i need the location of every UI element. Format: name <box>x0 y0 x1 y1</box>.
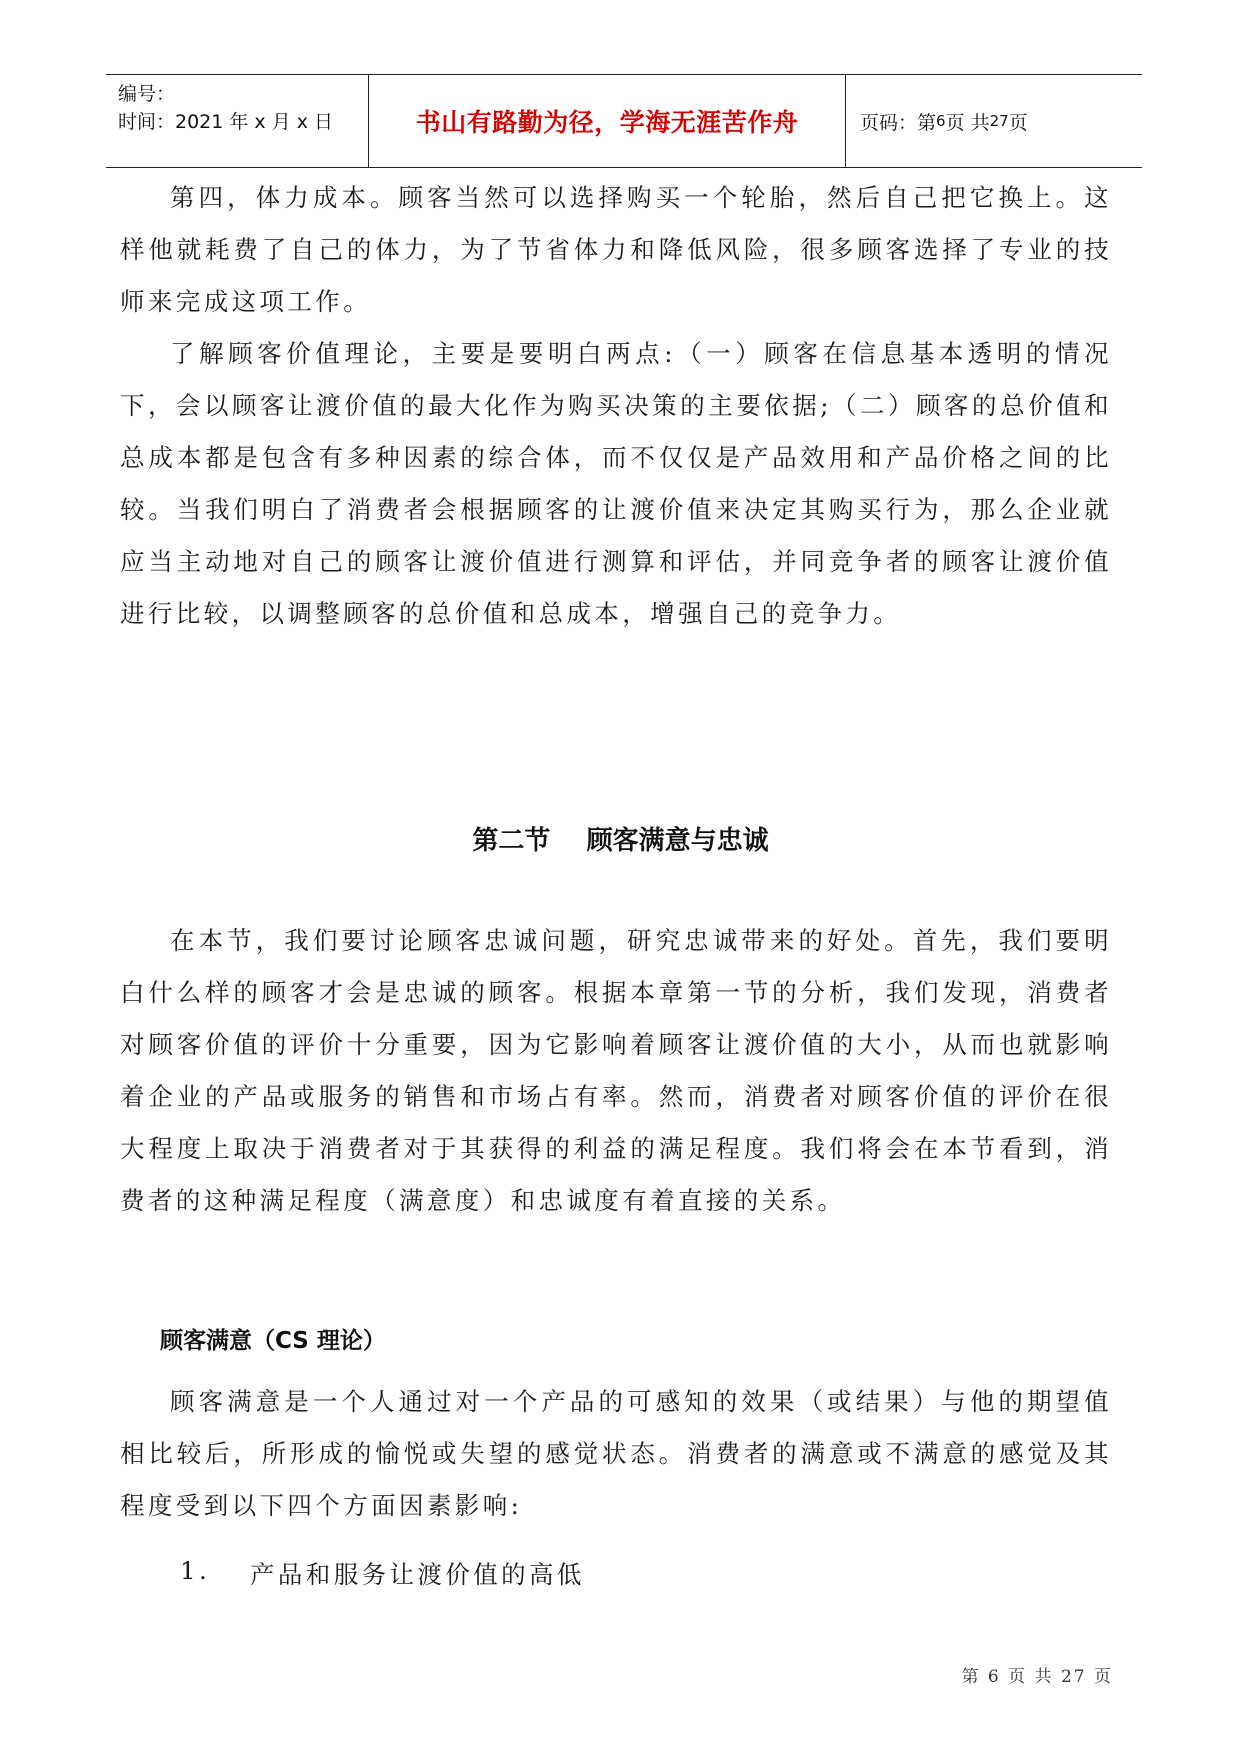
document-number-label: 编号： <box>118 83 176 105</box>
header-meta-cell <box>106 75 368 167</box>
section-title: 第二节 顾客满意与忠诚 <box>472 826 769 856</box>
subheading-cs-theory: 顾客满意（CS 理论） <box>160 1328 386 1354</box>
page-current: 6 <box>936 112 946 130</box>
page-suffix: 页 <box>1008 111 1028 134</box>
body-section <box>120 915 1112 1227</box>
document-date: 时间：2021 年 x 月 x 日 <box>118 111 334 133</box>
paragraph-customer-value-theory: 了解顾客价值理论，主要是要明白两点:（一）顾客在信息基本透明的情况下，会以顾客让渡价值的最大化作为购买决策的主要依据;（二）顾客的总价值和总成本都是包含有多种因素的综合体，而不仅仅是产品效用和产品价格之间的比较。当我们明白了消费者会根据顾客的让渡价值来决定其购买行为，那么企业就应当主动地对自己的顾客让渡价值进行测算和评估，并同竞争者的顾客让渡价值进行比较，以调整顾客的总价值和总成本，增强自己的竞争力。 <box>120 339 1112 628</box>
body-cs <box>120 1376 1112 1532</box>
page-middle: 页 共 <box>945 111 990 134</box>
page-prefix: 页码：第 <box>860 111 937 134</box>
list-item-text: 产品和服务让渡价值的高低 <box>250 1560 585 1589</box>
body-top <box>120 172 1112 640</box>
header-page-cell <box>846 75 1142 167</box>
paragraph-physical-cost: 第四，体力成本。顾客当然可以选择购买一个轮胎，然后自己把它换上。这样他就耗费了自己的体力，为了节省体力和降低风险，很多顾客选择了专业的技师来完成这项工作。 <box>120 183 1112 316</box>
page-total: 27 <box>989 112 1009 130</box>
paragraph-loyalty-intro: 在本节，我们要讨论顾客忠诚问题，研究忠诚带来的好处。首先，我们要明白什么样的顾客才会是忠诚的顾客。根据本章第一节的分析，我们发现，消费者对顾客价值的评价十分重要，因为它影响着顾客让渡价值的大小，从而也就影响着企业的产品或服务的销售和市场占有率。然而，消费者对顾客价值的评价在很大程度上取决于消费者对于其获得的利益的满足程度。我们将会在本节看到，消费者的这种满足程度（满意度）和忠诚度有着直接的关系。 <box>120 926 1112 1215</box>
list-item-number: 1. <box>180 1556 211 1585</box>
page-header <box>106 74 1142 168</box>
header-motto: 书山有路勤为径，学海无涯苦作舟 <box>415 108 799 137</box>
paragraph-satisfaction-definition: 顾客满意是一个人通过对一个产品的可感知的效果（或结果）与他的期望值相比较后，所形成的愉悦或失望的感觉状态。消费者的满意或不满意的感觉及其程度受到以下四个方面因素影响: <box>120 1387 1112 1520</box>
page-footer: 第 6 页 共 27 页 <box>961 1667 1113 1687</box>
header-motto-cell <box>368 75 846 167</box>
list-item <box>180 1556 585 1591</box>
